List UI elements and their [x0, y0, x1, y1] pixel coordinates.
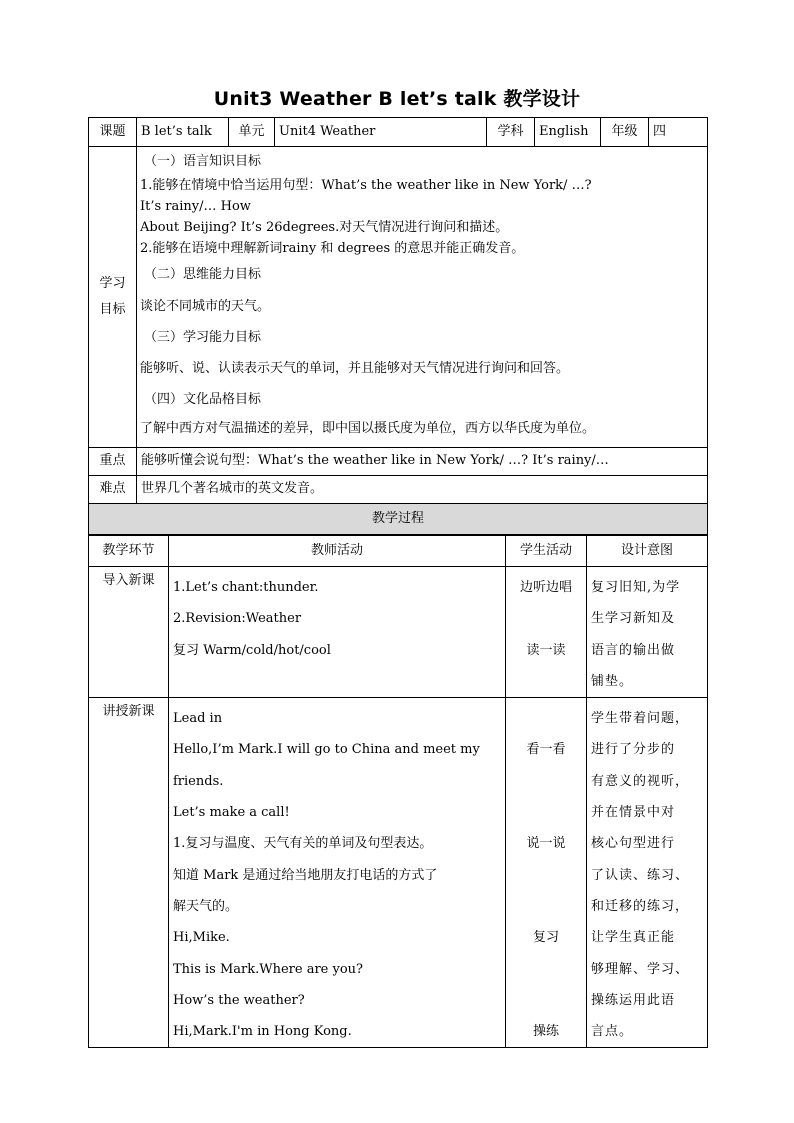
objective-line: 能够听、说、认读表示天气的单词，并且能够对天气情况进行询问和回答。	[140, 361, 570, 376]
student-line: 复习	[532, 930, 559, 946]
header-teacher: 教师活动	[169, 536, 506, 567]
teacher-line: 知道 Mark 是通过给当地朋友打电话的方式了	[173, 867, 438, 883]
teacher-line: Lead in	[173, 711, 223, 727]
key-point-value: 能够听懂会说句型：What’s the weather like in New York/ …? It’s rainy/…	[137, 448, 708, 476]
objective-heading: （三）学习能力目标	[144, 330, 262, 345]
subject-value: English	[535, 118, 601, 147]
teacher-line: This is Mark.Where are you?	[173, 961, 364, 977]
intent-line: 有意义的视听，	[591, 773, 690, 789]
student-line: 操练	[532, 1024, 559, 1040]
stage-cell: 讲授新课	[89, 698, 169, 1048]
grade-value: 四	[649, 118, 708, 147]
objective-heading: （二）思维能力目标	[144, 267, 262, 282]
design-intent-cell	[587, 698, 708, 1048]
intent-line: 复习旧知,为学	[591, 580, 681, 595]
student-line	[510, 891, 582, 922]
objectives-label-line: 目标	[99, 302, 126, 317]
intent-line: 核心句型进行	[591, 836, 676, 852]
intent-line: 够理解、学习、	[591, 961, 690, 977]
document-title: Unit3 Weather B let’s talk 教学设计	[213, 88, 581, 110]
student-line	[510, 985, 582, 1016]
intent-line: 操练运用此语	[591, 992, 676, 1008]
intent-line: 和迁移的练习，	[591, 898, 690, 914]
process-header-row	[89, 536, 708, 567]
teacher-activity-cell	[169, 567, 506, 698]
student-activity-cell	[506, 567, 587, 698]
difficulty-row	[89, 476, 708, 504]
objective-line: 2.能够在语境中理解新词rainy 和 degrees 的意思并能正确发音。	[140, 241, 525, 256]
objectives-row	[89, 147, 708, 448]
objective-line: About Beijing? It’s 26degrees.对天气情况进行询问和描述。	[140, 220, 509, 235]
teacher-line: 1.复习与温度、天气有关的单词及句型表达。	[173, 836, 433, 852]
student-line	[510, 766, 582, 797]
process-title: 教学过程	[89, 504, 708, 535]
objective-heading: （一）语言知识目标	[144, 154, 262, 169]
unit-label: 单元	[229, 118, 275, 147]
intent-line: 让学生真正能	[591, 930, 676, 946]
header-student: 学生活动	[506, 536, 587, 567]
topic-label: 课题	[89, 118, 137, 147]
teacher-line: Hi,Mike.	[173, 930, 230, 946]
intent-line: 铺垫。	[591, 673, 634, 689]
process-title-row	[89, 504, 708, 535]
student-line	[510, 954, 582, 985]
student-line: 边听边唱	[519, 580, 572, 595]
student-line	[510, 603, 582, 634]
teacher-line: Hi,Mark.I'm in Hong Kong.	[173, 1024, 352, 1040]
student-activity-cell	[506, 698, 587, 1048]
teacher-line: Let’s make a call!	[173, 805, 290, 821]
intent-line: 进行了分步的	[591, 742, 676, 758]
teacher-line: How’s the weather?	[173, 992, 305, 1008]
student-line: 说一说	[526, 836, 566, 852]
student-line: 读一读	[526, 642, 566, 658]
header-stage: 教学环节	[89, 536, 169, 567]
grade-label: 年级	[601, 118, 649, 147]
process-row-new-lesson	[89, 698, 708, 1048]
student-line	[510, 797, 582, 828]
objectives-content	[137, 147, 708, 448]
topic-value: B let’s talk	[137, 118, 229, 147]
objective-line: 谈论不同城市的天气。	[140, 299, 271, 314]
objectives-label	[89, 147, 137, 448]
teacher-line: friends.	[173, 773, 224, 789]
teacher-activity-cell	[169, 698, 506, 1048]
stage-cell: 导入新课	[89, 567, 169, 698]
header-intent: 设计意图	[587, 536, 708, 567]
objective-line: 了解中西方对气温描述的差异，即中国以摄氏度为单位，西方以华氏度为单位。	[140, 421, 596, 436]
objective-heading: （四）文化品格目标	[144, 392, 262, 407]
process-table	[88, 535, 708, 1048]
teacher-line: 解天气的。	[173, 898, 239, 914]
intent-line: 语言的输出做	[591, 642, 676, 658]
objective-line: 1.能够在情境中恰当运用句型：What’s the weather like in New York/ …?	[140, 178, 592, 193]
intent-line: 学生带着问题，	[591, 711, 690, 727]
intent-line: 生学习新知及	[591, 611, 676, 627]
subject-label: 学科	[487, 118, 535, 147]
difficulty-label: 难点	[89, 476, 137, 504]
key-point-label: 重点	[89, 448, 137, 476]
key-point-row	[89, 448, 708, 476]
info-row	[89, 118, 708, 147]
process-row-intro	[89, 567, 708, 698]
intent-line: 言点。	[591, 1024, 634, 1040]
info-table	[88, 117, 708, 535]
student-line: 看一看	[526, 742, 566, 758]
student-line	[510, 860, 582, 891]
student-line	[510, 703, 582, 734]
intent-line: 了认读、练习、	[591, 867, 690, 883]
teacher-line: 复习 Warm/cold/hot/cool	[173, 642, 331, 658]
teacher-line: Hello,I’m Mark.I will go to China and meet my	[173, 742, 480, 758]
objective-line: It’s rainy/… How	[140, 199, 251, 214]
teacher-line: 2.Revision:Weather	[173, 611, 302, 627]
teacher-line: 1.Let’s chant:thunder.	[173, 580, 319, 595]
difficulty-value: 世界几个著名城市的英文发音。	[137, 476, 708, 504]
unit-value: Unit4 Weather	[275, 118, 487, 147]
intent-line: 并在情景中对	[591, 805, 676, 821]
objectives-label-line: 学习	[99, 276, 126, 291]
design-intent-cell	[587, 567, 708, 698]
